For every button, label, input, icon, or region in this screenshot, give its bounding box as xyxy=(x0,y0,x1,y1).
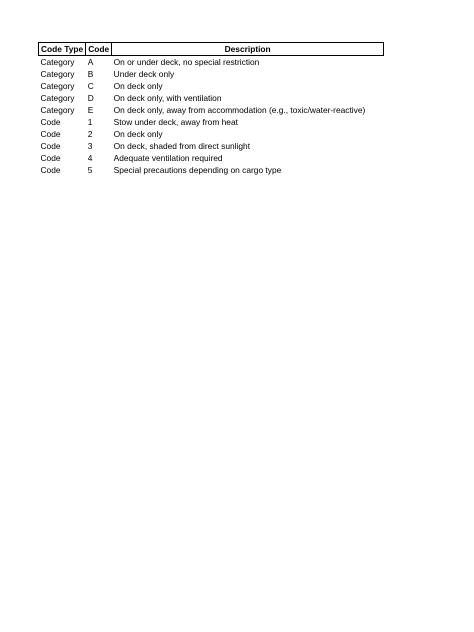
table-row xyxy=(39,80,384,92)
header-code: Code xyxy=(86,43,112,56)
header-code-type: Code Type xyxy=(39,43,86,56)
table-header xyxy=(39,43,384,56)
cell-code: 5 xyxy=(87,165,93,175)
table-row xyxy=(39,140,384,152)
cell-code: 4 xyxy=(87,153,93,163)
cell-description: On deck, shaded from direct sunlight xyxy=(113,141,251,151)
table-row xyxy=(39,68,384,80)
table-body xyxy=(39,56,384,177)
stowage-code-table xyxy=(38,42,384,176)
cell-code: A xyxy=(87,57,94,67)
cell-code-type: Code xyxy=(40,129,61,139)
cell-description: On or under deck, no special restriction xyxy=(113,57,260,67)
cell-code: B xyxy=(87,69,94,79)
cell-code-type: Category xyxy=(40,105,75,115)
table-row xyxy=(39,56,384,69)
cell-description: On deck only xyxy=(113,129,163,139)
cell-code-type: Category xyxy=(40,81,75,91)
cell-description: Special precautions depending on cargo type xyxy=(113,165,282,175)
table-row xyxy=(39,164,384,176)
cell-description: On deck only, with ventilation xyxy=(113,93,222,103)
table-row xyxy=(39,92,384,104)
cell-code: 3 xyxy=(87,141,93,151)
cell-code: E xyxy=(87,105,94,115)
table-header-row xyxy=(39,43,384,56)
cell-code: 1 xyxy=(87,117,93,127)
cell-code-type: Category xyxy=(40,57,75,67)
cell-code-type: Code xyxy=(40,153,61,163)
table-row xyxy=(39,116,384,128)
cell-code-type: Category xyxy=(40,93,75,103)
table-row xyxy=(39,152,384,164)
cell-description: Stow under deck, away from heat xyxy=(113,117,238,127)
cell-code-type: Code xyxy=(40,165,61,175)
cell-description: Under deck only xyxy=(113,69,175,79)
cell-code-type: Category xyxy=(40,69,75,79)
table-row xyxy=(39,128,384,140)
cell-description: On deck only xyxy=(113,81,163,91)
cell-code-type: Code xyxy=(40,141,61,151)
cell-description: Adequate ventilation required xyxy=(113,153,223,163)
table-row xyxy=(39,104,384,116)
cell-description: On deck only, away from accommodation (e.g., toxic/water-reactive) xyxy=(113,105,366,115)
cell-code: D xyxy=(87,93,94,103)
cell-code-type: Code xyxy=(40,117,61,127)
cell-code: C xyxy=(87,81,94,91)
header-description: Description xyxy=(112,43,384,56)
cell-code: 2 xyxy=(87,129,93,139)
